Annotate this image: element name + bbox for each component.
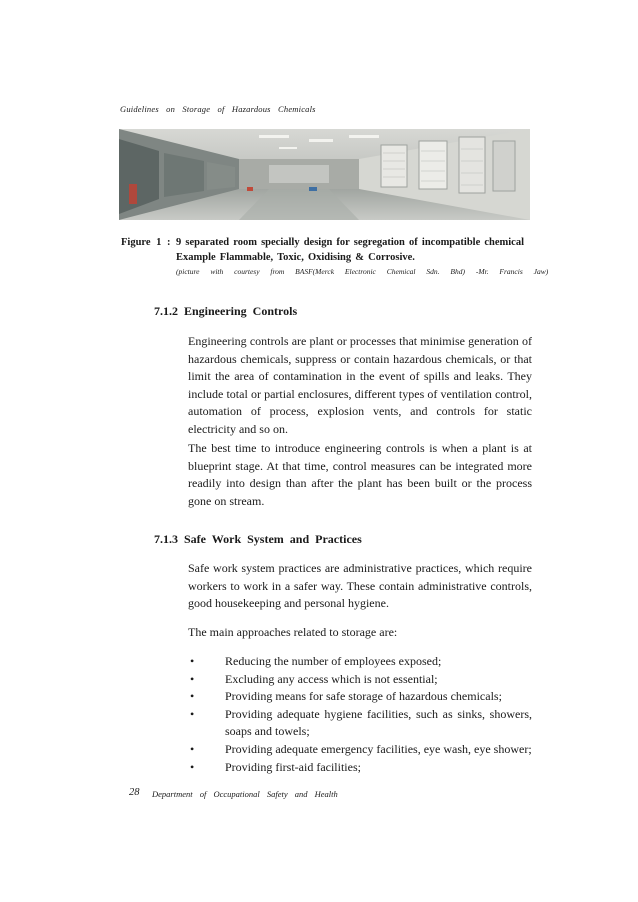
bullet-icon: • [190,741,195,756]
list-item-text: Providing adequate emergency facilities, eye wash, eye shower; [225,741,532,756]
list-item-text: Reducing the number of employees exposed; [225,654,442,668]
storage-approaches-list [188,653,532,776]
section-7-1-3-paragraph-1: Safe work system practices are administrative practices, which require workers to work in a safer way. These contain administrative controls, good housekeeping and personal hygiene. [188,561,532,611]
list-item [188,688,532,706]
running-header: Guidelines on Storage of Hazardous Chemicals [120,104,316,114]
footer-department: Department of Occupational Safety and Health [152,789,338,799]
list-item [188,653,532,671]
bullet-icon: • [190,689,195,704]
figure-label: Figure 1 : [121,237,171,248]
warehouse-photo-drawing [119,129,530,220]
list-item [188,759,532,777]
list-item-text: Providing adequate hygiene facilities, such as sinks, showers, soaps and towels; [225,706,532,739]
figure-caption-line1: 9 separated room specially design for segregation of incompatible chemical [176,237,525,248]
list-item-text: Providing means for safe storage of hazardous chemicals; [225,689,502,704]
list-item [188,671,532,689]
page-number: 28 [129,787,140,798]
warehouse-photo [119,129,530,220]
section-7-1-2-paragraph-1: Engineering controls are plant or processes that minimise generation of hazardous chemicals, suppress or contain hazardous chemicals, or that limit the area of contamination in the event of spills and leaks. They include total or partial enclosures, different types of ventilation control, automation of process, explosion vents, and controls for static electricity and so on. [188,334,532,436]
section-heading-7-1-3: 7.1.3 Safe Work System and Practices [154,532,362,546]
figure-credit: (picture with courtesy from BASF(Merck Electronic Chemical Sdn. Bhd) -Mr. Francis Jaw) [176,267,549,276]
bullet-icon: • [190,706,195,721]
section-7-1-3-paragraph-2: The main approaches related to storage are: [188,625,398,639]
list-item [188,741,532,759]
list-item-text: Providing first-aid facilities; [225,759,361,774]
list-item [188,706,532,741]
bullet-icon: • [190,654,195,668]
figure-caption-line2: Example Flammable, Toxic, Oxidising & Corrosive. [176,252,415,263]
section-7-1-2-paragraph-2: The best time to introduce engineering controls is when a plant is at blueprint stage. At that time, control measures can be integrated more readily into design than after the plant has been built or the process gone on stream. [188,441,532,508]
bullet-icon: • [190,759,195,774]
list-item-text: Excluding any access which is not essential; [225,671,438,686]
section-heading-7-1-2: 7.1.2 Engineering Controls [154,304,298,318]
bullet-icon: • [190,671,195,686]
